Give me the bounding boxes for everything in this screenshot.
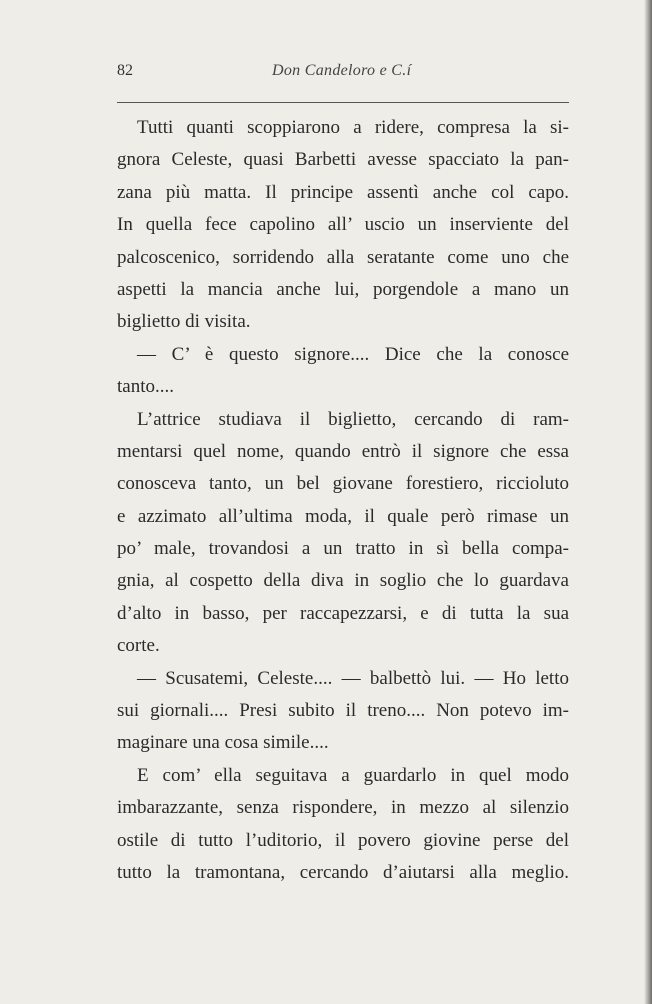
text-line: mentarsi quel nome, quando entrò il signore che essa <box>117 440 569 462</box>
text-line: In quella fece capolino all’ uscio un inserviente del <box>117 214 569 236</box>
text-line: d’alto in basso, per raccapezzarsi, e di tutta la sua <box>117 602 569 624</box>
body-text <box>117 112 569 889</box>
page-header <box>117 62 569 86</box>
text-line: po’ male, trovandosi a un tratto in sì bella compa- <box>117 538 569 560</box>
text-line: aspetti la mancia anche lui, porgendole a mano un <box>117 278 569 300</box>
text-line: Tutti quanti scoppiarono a ridere, compresa la si- <box>137 117 569 138</box>
text-line: corte. <box>117 635 160 657</box>
text-line: palcoscenico, sorridendo alla seratante come uno che <box>117 246 569 268</box>
text-line: e azzimato all’ultima moda, il quale però rimase un <box>117 505 569 527</box>
text-line: gnora Celeste, quasi Barbetti avesse spacciato la pan- <box>117 149 569 171</box>
text-line: sui giornali.... Presi subito il treno.... Non potevo im- <box>117 700 569 722</box>
text-line: imbarazzante, senza rispondere, in mezzo al silenzio <box>117 797 569 819</box>
text-line: zana più matta. Il principe assentì anche col capo. <box>117 181 569 203</box>
text-line: — Scusatemi, Celeste.... — balbettò lui. — Ho letto <box>137 667 569 689</box>
text-line: ostile di tutto l’uditorio, il povero giovine perse del <box>117 829 569 851</box>
text-line: gnia, al cospetto della diva in soglio che lo guardava <box>117 570 569 592</box>
running-head: Don Candeloro e C.í <box>272 62 412 79</box>
text-line: maginare una cosa simile.... <box>117 732 329 754</box>
page-number: 82 <box>117 62 133 79</box>
text-line: biglietto di visita. <box>117 311 251 333</box>
header-rule <box>117 102 569 103</box>
text-line: tutto la tramontana, cercando d’aiutarsi alla meglio. <box>117 861 569 883</box>
text-line: — C’ è questo signore.... Dice che la conosce <box>137 343 569 365</box>
text-line: L’attrice studiava il biglietto, cercando di ram- <box>137 408 569 430</box>
text-line: conosceva tanto, un bel giovane forestiero, riccioluto <box>117 473 569 495</box>
text-line: E com’ ella seguitava a guardarlo in quel modo <box>137 764 569 786</box>
text-line: tanto.... <box>117 376 174 398</box>
